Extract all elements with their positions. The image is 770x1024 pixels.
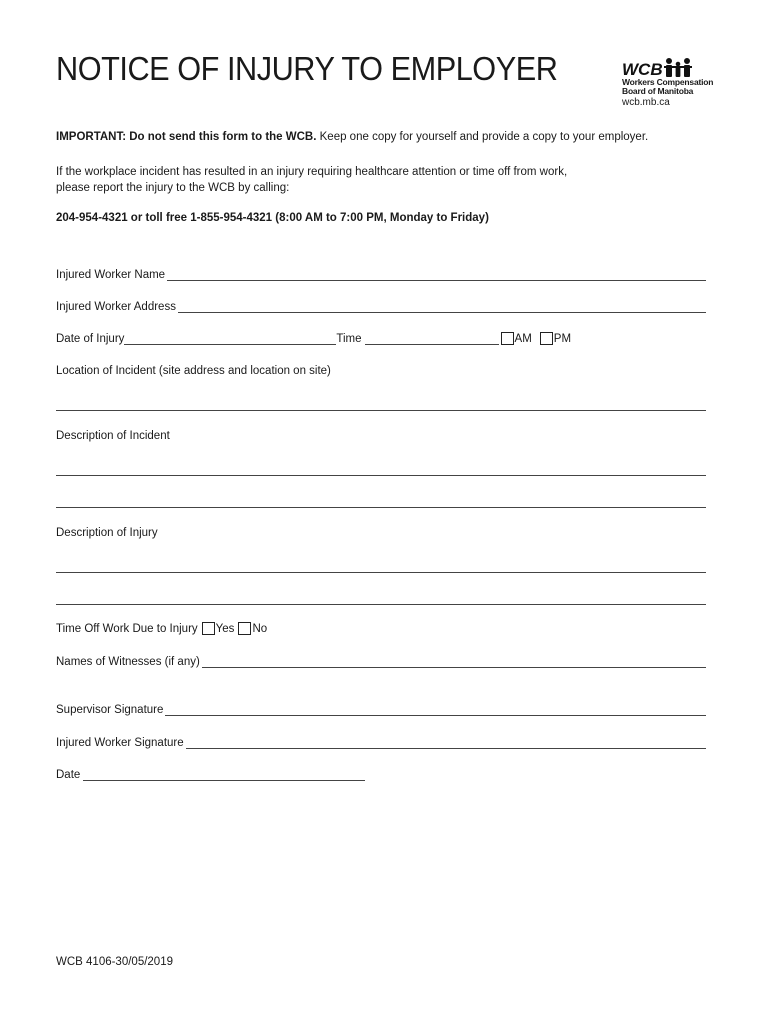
yes-checkbox[interactable] (202, 622, 215, 635)
phone-numbers: 204-954-4321 or toll free 1-855-954-4321 (8:00 AM to 7:00 PM, Monday to Friday) (56, 212, 489, 224)
important-rest: Keep one copy for yourself and provide a copy to your employer. (316, 131, 649, 143)
supervisor-signature-label: Supervisor Signature (56, 704, 164, 716)
intro-text (56, 164, 696, 196)
date-label: Date (56, 769, 81, 781)
supervisor-signature-input[interactable] (165, 703, 706, 716)
location-label: Location of Incident (site address and location on site) (56, 365, 331, 377)
date-time-row (56, 332, 571, 345)
worker-name-field[interactable] (56, 268, 706, 281)
form-number: WCB 4106-30/05/2019 (56, 956, 173, 968)
date-input[interactable] (83, 768, 365, 781)
form-title: NOTICE OF INJURY TO EMPLOYER (56, 50, 558, 87)
worker-name-input[interactable] (167, 268, 706, 281)
intro-line-1: If the workplace incident has resulted in an injury requiring healthcare attention or time off from work, (56, 166, 568, 178)
witnesses-label: Names of Witnesses (if any) (56, 656, 200, 668)
date-of-injury-input[interactable] (124, 332, 336, 345)
witnesses-field[interactable] (56, 655, 706, 668)
wcb-logo (620, 56, 720, 96)
worker-address-input[interactable] (178, 300, 706, 313)
time-input[interactable] (365, 332, 499, 345)
worker-address-field[interactable] (56, 300, 706, 313)
time-label: Time (336, 333, 362, 345)
incident-description-input-1[interactable] (56, 475, 706, 476)
time-off-row (56, 622, 267, 635)
time-off-label: Time Off Work Due to Injury (56, 623, 198, 635)
date-of-injury-label: Date of Injury (56, 333, 125, 345)
intro-line-2: please report the injury to the WCB by calling: (56, 182, 290, 194)
important-bold: IMPORTANT: Do not send this form to the WCB. (56, 131, 317, 143)
yes-label: Yes (215, 623, 235, 635)
incident-description-label: Description of Incident (56, 430, 170, 442)
worker-signature-field[interactable] (56, 736, 706, 749)
witnesses-input[interactable] (202, 655, 706, 668)
wcb-wordmark: WCB (622, 60, 663, 79)
injury-description-input-1[interactable] (56, 572, 706, 573)
incident-description-input-2[interactable] (56, 507, 706, 508)
no-label: No (252, 623, 268, 635)
injury-description-input-2[interactable] (56, 604, 706, 605)
injury-description-label: Description of Injury (56, 527, 158, 539)
wcb-name-line1: Workers Compensation (622, 77, 714, 87)
wcb-name (622, 78, 713, 96)
worker-signature-label: Injured Worker Signature (56, 737, 184, 749)
worker-signature-input[interactable] (186, 736, 706, 749)
pm-checkbox[interactable] (540, 332, 553, 345)
no-checkbox[interactable] (238, 622, 251, 635)
worker-name-label: Injured Worker Name (56, 269, 166, 281)
am-checkbox[interactable] (501, 332, 514, 345)
am-label: AM (514, 333, 532, 345)
date-row (56, 768, 365, 781)
pm-label: PM (553, 333, 572, 345)
worker-address-label: Injured Worker Address (56, 301, 176, 313)
website-link[interactable]: wcb.mb.ca (622, 97, 670, 108)
wcb-name-line2: Board of Manitoba (622, 86, 694, 96)
location-input[interactable] (56, 410, 706, 411)
important-notice (56, 131, 648, 143)
supervisor-signature-field[interactable] (56, 703, 706, 716)
